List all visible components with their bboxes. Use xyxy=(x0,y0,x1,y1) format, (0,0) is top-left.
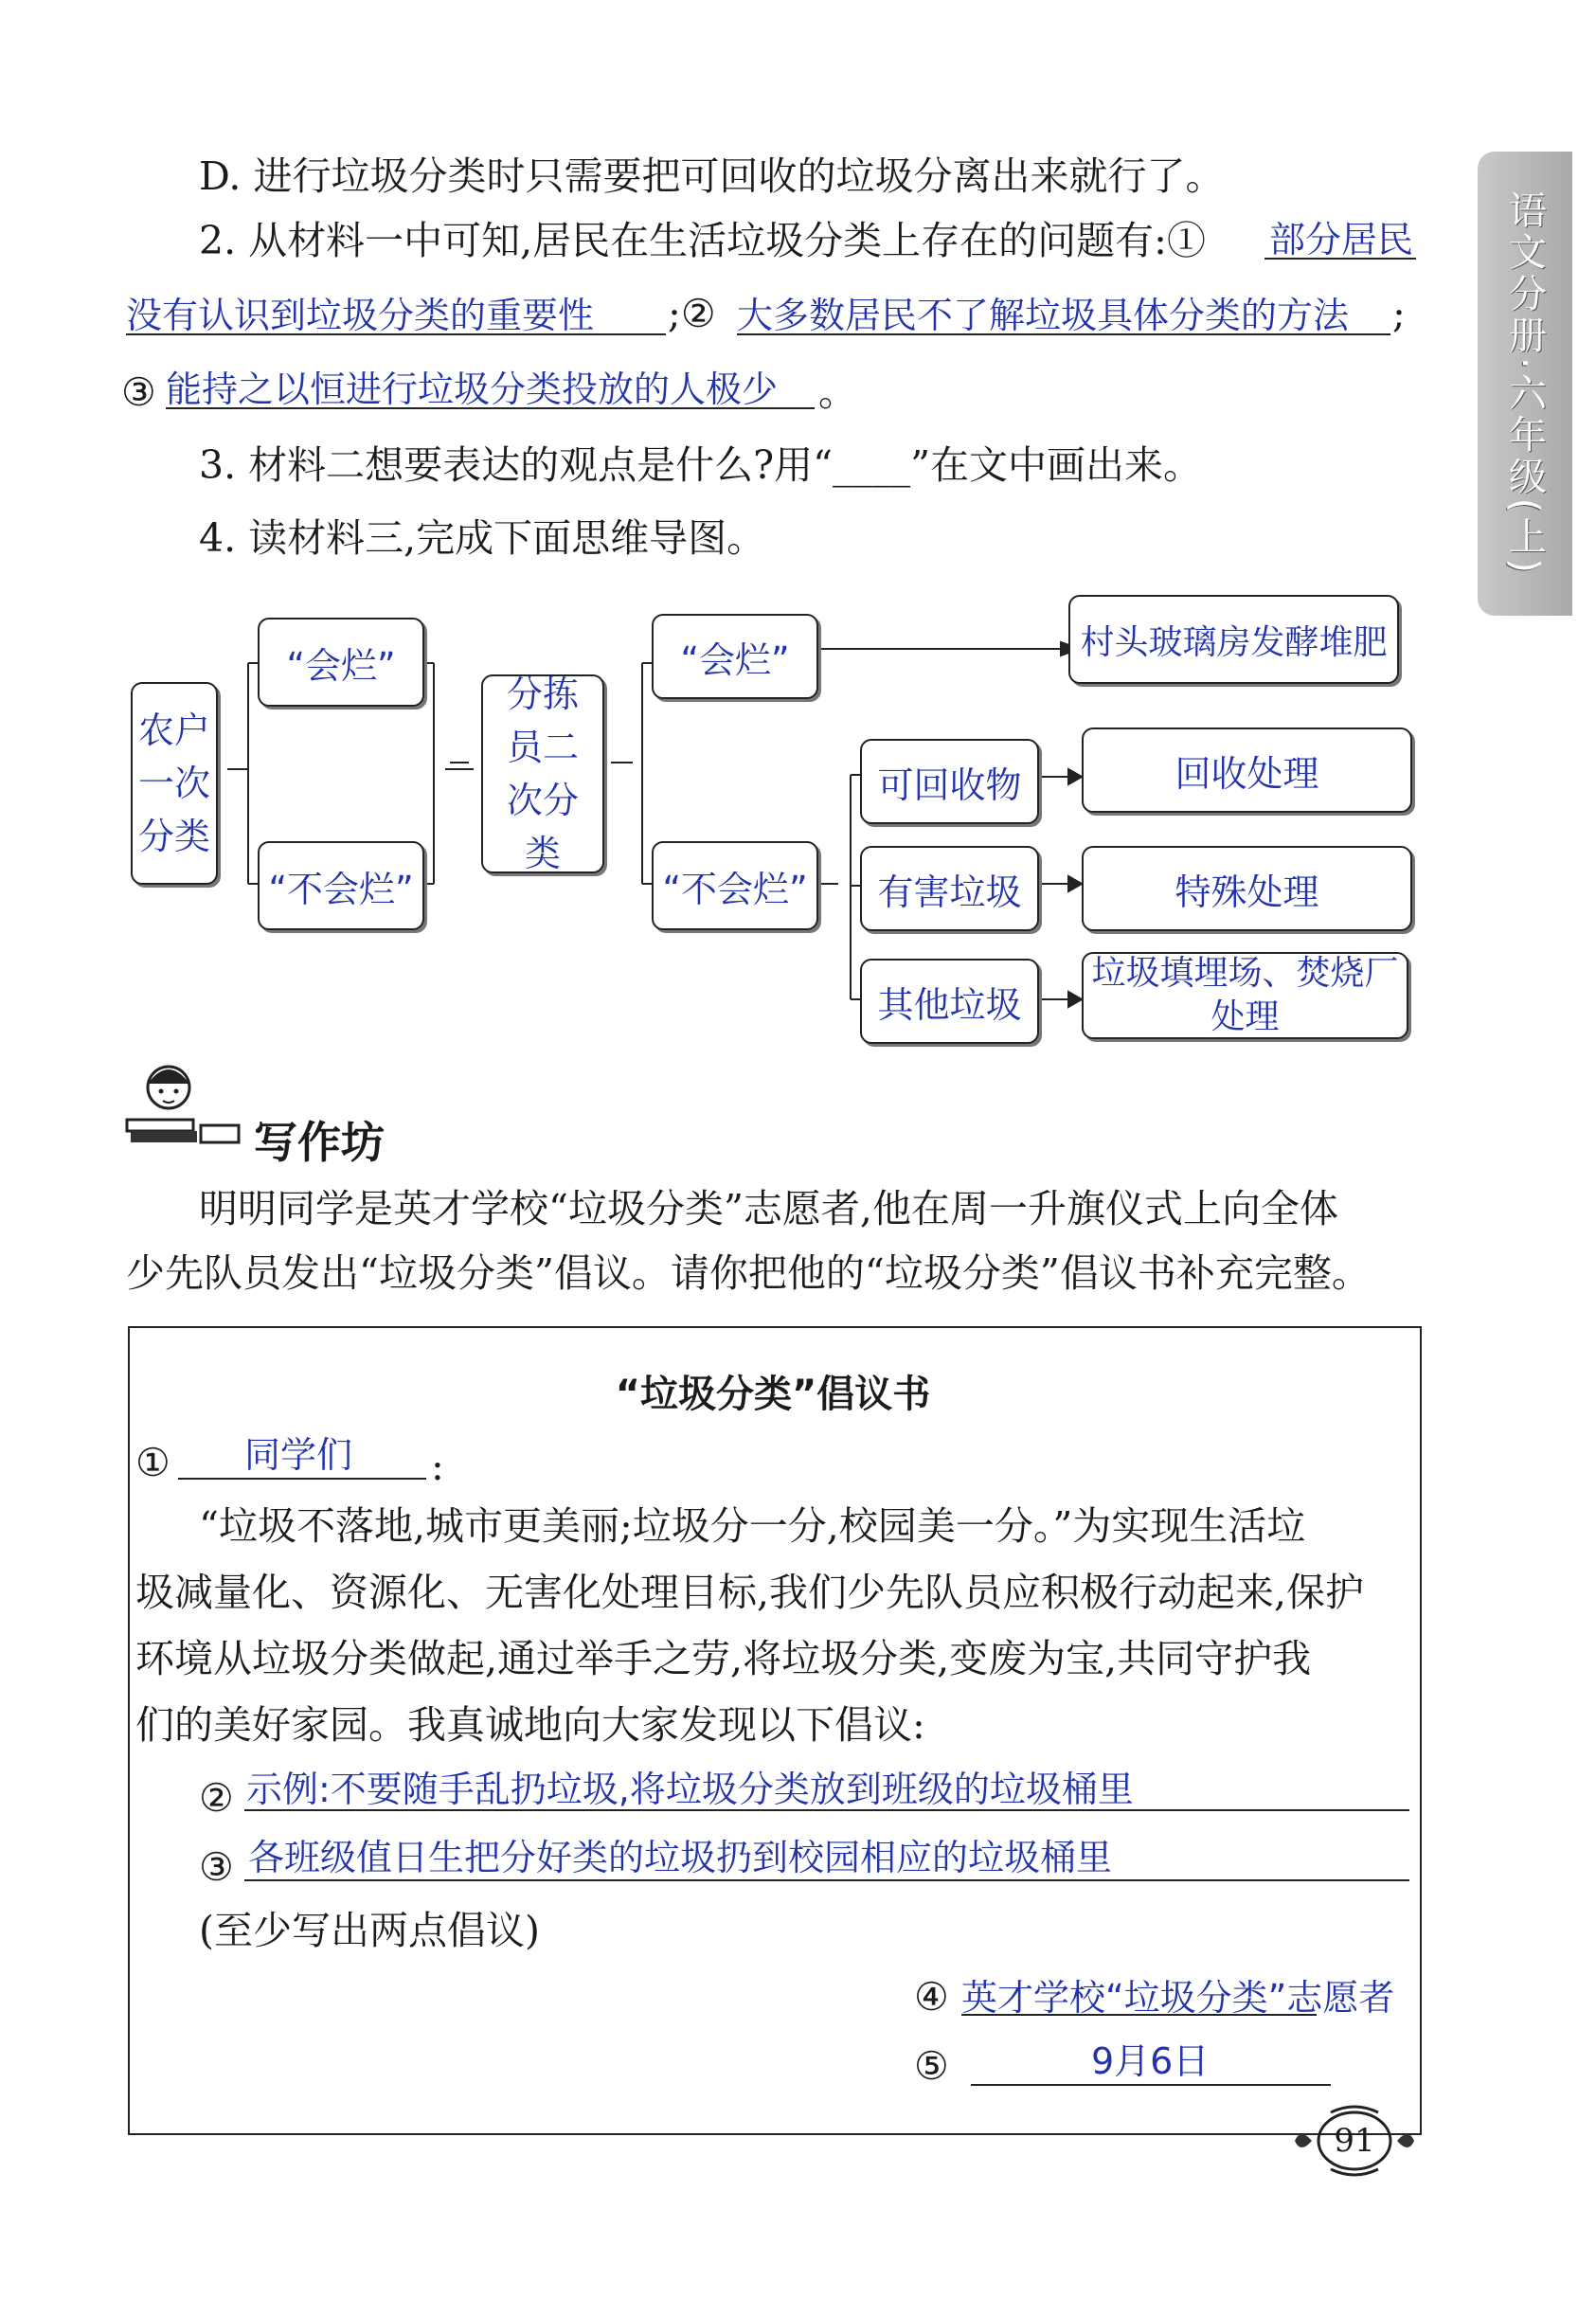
page-number: 91 xyxy=(1334,2122,1375,2160)
box-other: 其他垃圾 xyxy=(860,959,1039,1044)
proposal-3-blank xyxy=(244,1879,1409,1881)
side-tab: 语文分册·六年级(上) xyxy=(1478,152,1572,616)
box-sorter: 分拣 员二 次分 类 xyxy=(481,674,604,873)
q2-answer2: 大多数居民不了解垃圾具体分类的方法 xyxy=(737,295,1350,336)
box-norot2: “不会烂” xyxy=(652,841,818,930)
box-compost: 村头玻璃房发酵堆肥 xyxy=(1068,595,1399,684)
q3: 3. 材料二想要表达的观点是什么?用“____”在文中画出来。 xyxy=(199,442,1203,488)
student-reading-icon xyxy=(121,1050,244,1154)
box-recycle-proc: 回收处理 xyxy=(1082,727,1412,813)
box-farmer: 农户 一次 分类 xyxy=(131,682,218,885)
proposal-note: (至少写出两点倡议) xyxy=(199,1908,540,1953)
q2-answer1-part2: 没有认识到垃圾分类的重要性 xyxy=(126,295,595,336)
q2-answer1-part1: 部分居民 xyxy=(1269,219,1414,260)
body-line4: 们的美好家园。我真诚地向大家发现以下倡议: xyxy=(135,1702,925,1748)
marker-2: ② xyxy=(199,1775,234,1821)
section-title: 写作坊 xyxy=(254,1117,385,1168)
q2-sep3: ; xyxy=(1392,291,1406,336)
q2-prompt: 2. 从材料一中可知,居民在生活垃圾分类上存在的问题有:① xyxy=(199,218,1206,263)
box-special-proc: 特殊处理 xyxy=(1082,846,1412,931)
marker-3: ③ xyxy=(199,1844,234,1890)
date-blank xyxy=(971,2084,1331,2086)
box-rot1: “会烂” xyxy=(258,618,424,707)
box-recyclable: 可回收物 xyxy=(860,739,1039,824)
marker-5: ⑤ xyxy=(914,2043,949,2089)
box-rot2: “会烂” xyxy=(652,614,818,699)
signature-blank xyxy=(961,2014,1317,2016)
salutation: 同学们 xyxy=(244,1434,353,1476)
box-landfill: 垃圾填埋场、焚烧厂处理 xyxy=(1082,952,1408,1039)
marker-1: ① xyxy=(135,1440,170,1485)
body-line2: 圾减量化、资源化、无害化处理目标,我们少先队员应积极行动起来,保护 xyxy=(135,1570,1365,1615)
q4: 4. 读材料三,完成下面思维导图。 xyxy=(199,515,766,561)
proposal-3: 各班级值日生把分好类的垃圾扔到校园相应的垃圾桶里 xyxy=(248,1837,1113,1878)
intro-line1: 明明同学是英才学校“垃圾分类”志愿者,他在周一升旗仪式上向全体 xyxy=(199,1186,1338,1231)
q2-answer3: 能持之以恒进行垃圾分类投放的人极少 xyxy=(166,368,779,410)
box-norot1: “不会烂” xyxy=(258,841,424,930)
body-line3: 环境从垃圾分类做起,通过举手之劳,将垃圾分类,变废为宝,共同守护我 xyxy=(135,1636,1312,1681)
q2-marker3: ③ xyxy=(121,369,156,415)
body-line1: “垃圾不落地,城市更美丽;垃圾分一分,校园美一分。”为实现生活垃 xyxy=(199,1503,1306,1549)
salutation-blank xyxy=(178,1478,426,1480)
proposal-title: “垃圾分类”倡议书 xyxy=(615,1373,931,1416)
box-hazardous: 有害垃圾 xyxy=(860,846,1039,931)
q2-sep2: ;② xyxy=(668,291,716,336)
q2-end: 。 xyxy=(818,369,857,415)
intro-line2: 少先队员发出“垃圾分类”倡议。请你把他的“垃圾分类”倡议书补充完整。 xyxy=(126,1250,1371,1296)
proposal-2: 示例:不要随手乱扔垃圾,将垃圾分类放到班级的垃圾桶里 xyxy=(246,1769,1134,1810)
marker-4: ④ xyxy=(914,1974,949,2020)
signature: 英才学校“垃圾分类”志愿者 xyxy=(961,1977,1395,2019)
date: 9月6日 xyxy=(1091,2040,1210,2082)
salutation-colon: : xyxy=(431,1444,444,1489)
proposal-2-blank xyxy=(244,1809,1409,1811)
option-d: D. 进行垃圾分类时只需要把可回收的垃圾分离出来就行了。 xyxy=(199,153,1225,199)
